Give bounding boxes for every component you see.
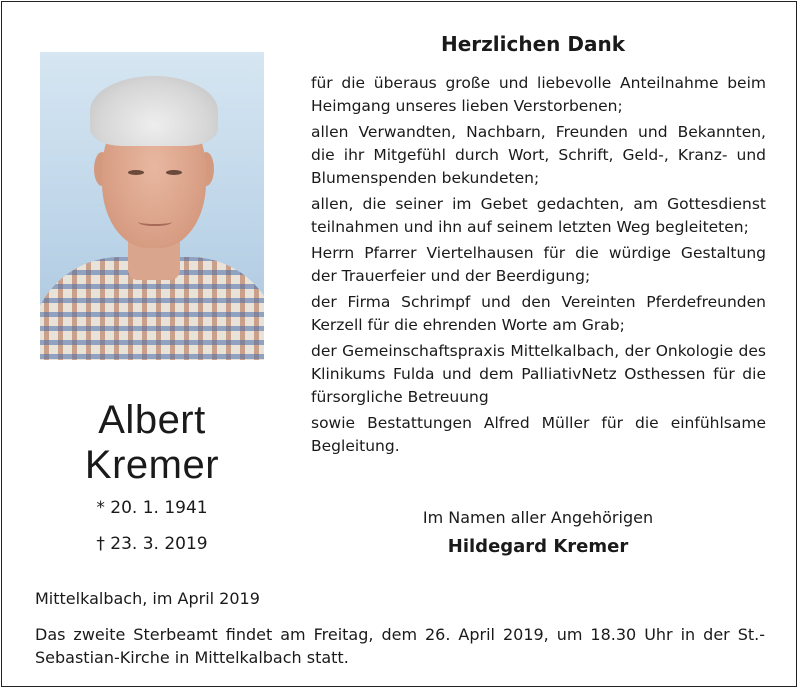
thanks-paragraph: für die überaus große und liebevolle Anteilnahme beim Heimgang unseres lieben Verstorbenen; xyxy=(311,74,766,115)
signature-name: Hildegard Kremer xyxy=(447,536,629,557)
thanks-paragraph: allen, die seiner im Gebet gedachten, am Gottesdienst teilnahmen und ihn auf seinem letzten Weg begleiteten; xyxy=(311,195,766,236)
birth-date: * 20. 1. 1941 xyxy=(96,498,208,518)
signature-intro: Im Namen aller Angehörigen xyxy=(422,508,654,527)
thanks-paragraph: Herrn Pfarrer Viertelhausen für die würdige Gestaltung der Trauerfeier und der Beerdigung; xyxy=(311,244,766,285)
service-notice: Das zweite Sterbeamt findet am Freitag, dem 26. April 2019, um 18.30 Uhr in der St.-Sebastian-Kirche in Mittelkalbach statt. xyxy=(35,625,765,667)
thanks-paragraph: der Gemeinschaftspraxis Mittelkalbach, der Onkologie des Klinikums Fulda und dem PalliativNetz Osthessen für die fürsorgliche Betreuung xyxy=(311,342,766,406)
eye-shape xyxy=(166,170,182,175)
thanks-heading: Herzlichen Dank xyxy=(440,32,625,56)
thanks-paragraph: sowie Bestattungen Alfred Müller für die einfühlsame Begleitung. xyxy=(311,414,766,455)
last-name: Kremer xyxy=(84,443,220,487)
mouth-shape xyxy=(138,218,172,226)
first-name: Albert xyxy=(98,398,206,442)
thanks-paragraph: der Firma Schrimpf und den Vereinten Pferdefreunden Kerzell für die ehrenden Worte am Grab; xyxy=(311,293,766,334)
hair-shape xyxy=(90,76,218,146)
eye-shape xyxy=(128,170,144,175)
thanks-paragraphs xyxy=(311,72,766,461)
place-date: Mittelkalbach, im April 2019 xyxy=(35,589,260,608)
portrait-photo xyxy=(40,52,264,360)
death-date: † 23. 3. 2019 xyxy=(96,534,208,554)
thanks-paragraph: allen Verwandten, Nachbarn, Freunden und Bekannten, die ihr Mitgefühl durch Wort, Schrift, Geld-, Kranz- und Blumenspenden bekundeten; xyxy=(311,123,766,187)
